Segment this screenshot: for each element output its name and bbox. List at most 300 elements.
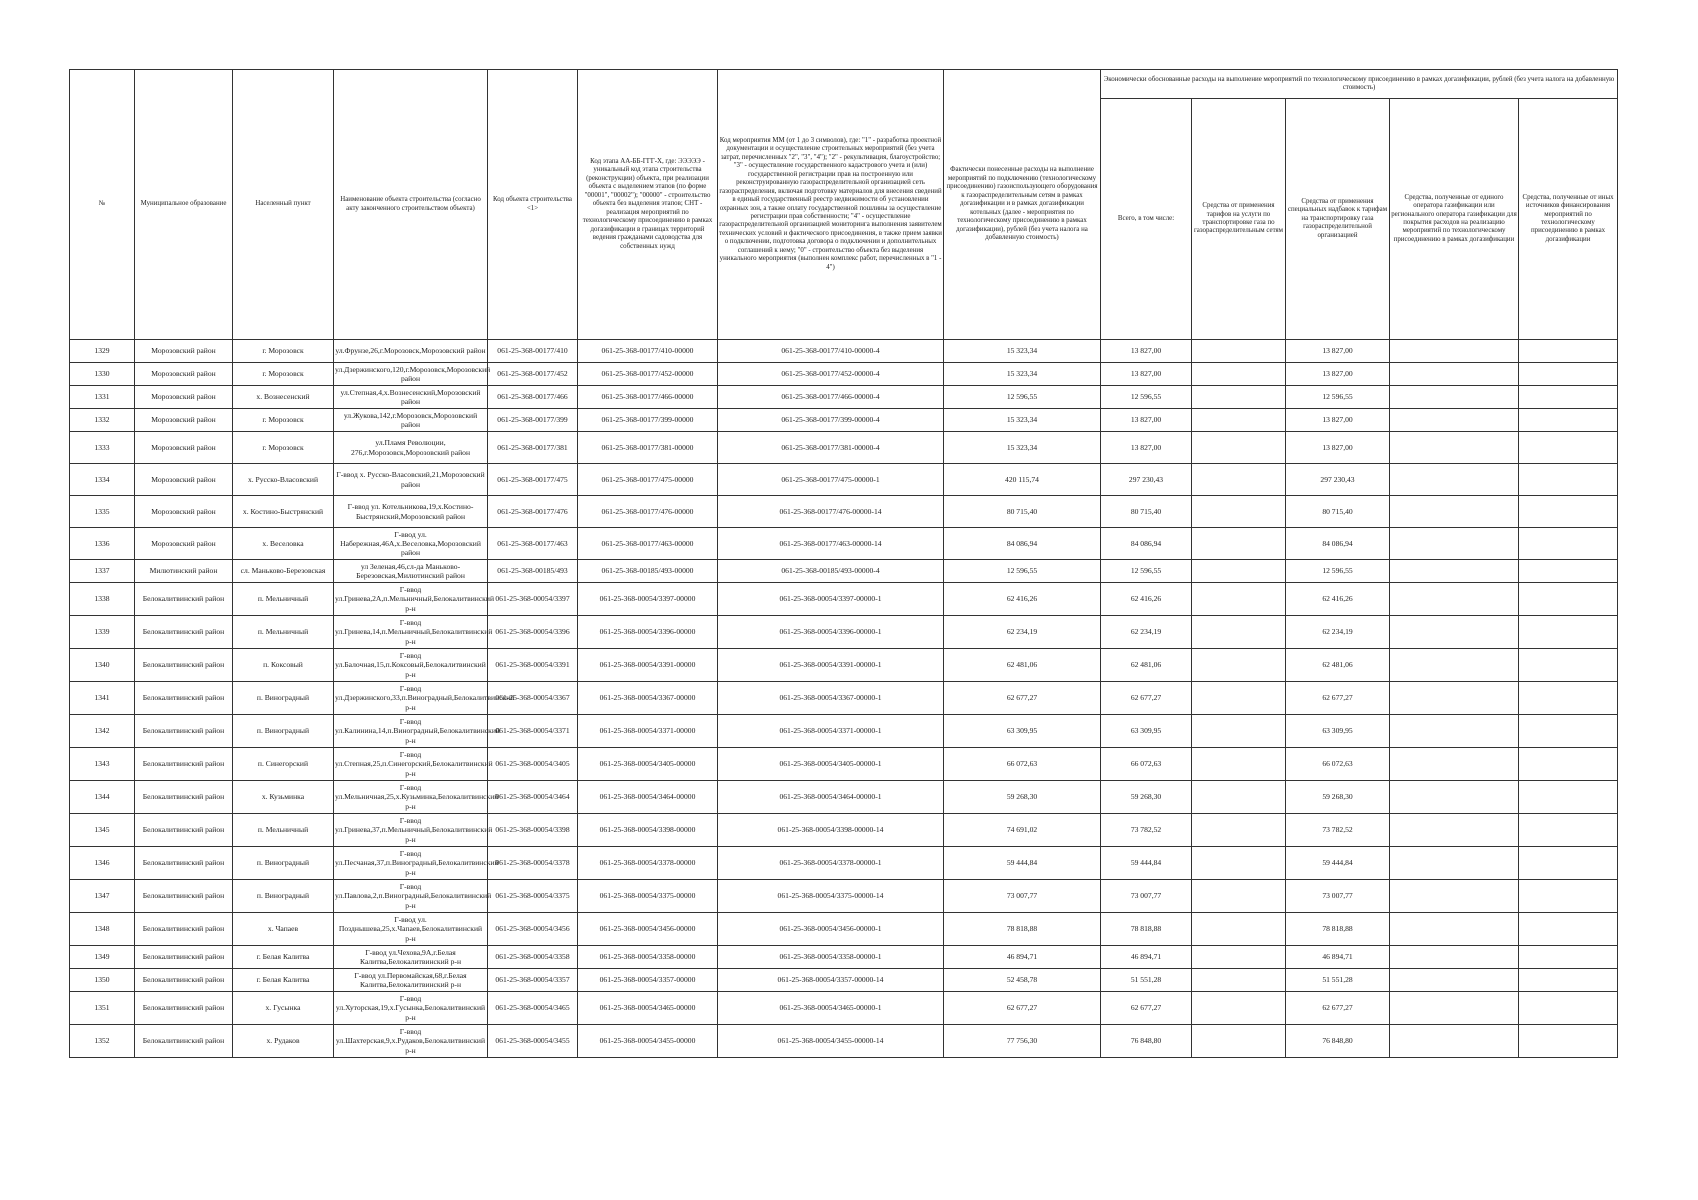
cell-stage-code: 061-25-368-00054/3391-00000 [578,649,718,682]
cell-locality: п. Виноградный [233,847,334,880]
cell-single-operator [1390,847,1519,880]
cell-num: 1332 [70,409,135,432]
cell-num: 1348 [70,913,135,946]
table-row [70,464,1618,496]
cell-special-markup: 62 677,27 [1286,682,1390,715]
cell-num: 1340 [70,649,135,682]
cell-num: 1346 [70,847,135,880]
table-row [70,969,1618,992]
cell-other-sources [1519,946,1618,969]
cell-event-code: 061-25-368-00177/399-00000-4 [718,409,944,432]
cell-actual-costs: 62 234,19 [944,616,1101,649]
cell-num: 1349 [70,946,135,969]
cell-num: 1347 [70,880,135,913]
cell-total: 51 551,28 [1101,969,1192,992]
cell-single-operator [1390,616,1519,649]
cell-event-code: 061-25-368-00177/476-00000-14 [718,496,944,528]
cell-single-operator [1390,1025,1519,1058]
cell-object-code: 061-25-368-00054/3367 [488,682,578,715]
cell-num: 1341 [70,682,135,715]
cell-single-operator [1390,583,1519,616]
table-row [70,583,1618,616]
cell-other-sources [1519,528,1618,560]
cell-stage-code: 061-25-368-00054/3367-00000 [578,682,718,715]
cell-object-code: 061-25-368-00054/3465 [488,992,578,1025]
cell-object-code: 061-25-368-00054/3371 [488,715,578,748]
cell-actual-costs: 84 086,94 [944,528,1101,560]
cell-total: 13 827,00 [1101,409,1192,432]
table-row [70,946,1618,969]
cell-object-name: ул Зеленая,46,сл-да Маньково-Березовская,Милютинский район [334,560,488,583]
cell-single-operator [1390,496,1519,528]
cell-total: 73 782,52 [1101,814,1192,847]
cell-special-markup: 12 596,55 [1286,386,1390,409]
cell-object-code: 061-25-368-00177/381 [488,432,578,464]
cell-locality: п. Мельничный [233,814,334,847]
document-sheet [69,69,1617,1058]
header-municipality: Муниципальное образование [135,70,233,340]
cell-actual-costs: 62 677,27 [944,682,1101,715]
cell-special-markup: 297 230,43 [1286,464,1390,496]
cell-other-sources [1519,340,1618,363]
cell-tariff-transport [1192,649,1286,682]
cell-stage-code: 061-25-368-00177/410-00000 [578,340,718,363]
table-row [70,616,1618,649]
cell-event-code: 061-25-368-00054/3456-00000-1 [718,913,944,946]
cell-other-sources [1519,682,1618,715]
cell-object-name: Г-ввод ул.Гринева,14,п.Мельничный,Белокалитвинский р-н [334,616,488,649]
cell-event-code: 061-25-368-00177/410-00000-4 [718,340,944,363]
cell-municipality: Белокалитвинский район [135,616,233,649]
cell-tariff-transport [1192,814,1286,847]
table-row [70,386,1618,409]
cell-total: 84 086,94 [1101,528,1192,560]
cell-special-markup: 62 481,06 [1286,649,1390,682]
table-row [70,496,1618,528]
cell-event-code: 061-25-368-00054/3375-00000-14 [718,880,944,913]
cell-total: 78 818,88 [1101,913,1192,946]
cell-total: 13 827,00 [1101,432,1192,464]
cell-stage-code: 061-25-368-00054/3396-00000 [578,616,718,649]
cell-actual-costs: 420 115,74 [944,464,1101,496]
cell-object-name: ул.Степная,4,х.Вознесенский,Морозовский район [334,386,488,409]
cell-object-name: Г-ввод ул.Калинина,14,п.Виноградный,Белокалитвинский р-н [334,715,488,748]
cell-object-name: Г-ввод ул. Котельникова,19,х.Костино-Быстрянский,Морозовский район [334,496,488,528]
cell-object-name: Г-ввод ул.Хуторская,19,х.Гусынка,Белокалитвинский р-н [334,992,488,1025]
cell-object-name: Г-ввод ул.Шахтерская,9,х.Рудаков,Белокалитвинский р-н [334,1025,488,1058]
cell-municipality: Морозовский район [135,409,233,432]
cell-special-markup: 12 596,55 [1286,560,1390,583]
cell-tariff-transport [1192,748,1286,781]
table-body [70,340,1618,1058]
cell-locality: п. Виноградный [233,715,334,748]
cell-object-code: 061-25-368-00054/3398 [488,814,578,847]
cell-tariff-transport [1192,781,1286,814]
header-actual-costs: Фактически понесенные расходы на выполнение мероприятий по подключению (технологическому присоединению) газоиспользующего оборудования к газораспределительным сетям в рамках догазификации и в рамках догазификации котельных (далее - мероприятия по технологическому присоединению в рамках догазификации), рублей (без учета налога на добавленную стоимость) [944,70,1101,340]
cell-tariff-transport [1192,386,1286,409]
cell-stage-code: 061-25-368-00177/381-00000 [578,432,718,464]
cell-special-markup: 13 827,00 [1286,432,1390,464]
cell-total: 13 827,00 [1101,363,1192,386]
cell-special-markup: 62 234,19 [1286,616,1390,649]
cell-stage-code: 061-25-368-00177/466-00000 [578,386,718,409]
cell-special-markup: 59 268,30 [1286,781,1390,814]
cell-total: 76 848,80 [1101,1025,1192,1058]
cell-municipality: Белокалитвинский район [135,781,233,814]
cell-stage-code: 061-25-368-00177/452-00000 [578,363,718,386]
table-row [70,814,1618,847]
cell-tariff-transport [1192,969,1286,992]
cell-stage-code: 061-25-368-00054/3455-00000 [578,1025,718,1058]
cell-municipality: Белокалитвинский район [135,913,233,946]
cell-object-code: 061-25-368-00054/3405 [488,748,578,781]
cell-locality: х. Русско-Власовский [233,464,334,496]
cell-object-code: 061-25-368-00054/3397 [488,583,578,616]
cell-object-name: Г-ввод ул.Песчаная,37,п.Виноградный,Белокалитвинский р-н [334,847,488,880]
cell-total: 297 230,43 [1101,464,1192,496]
cell-other-sources [1519,969,1618,992]
cell-num: 1334 [70,464,135,496]
cell-single-operator [1390,649,1519,682]
cell-stage-code: 061-25-368-00054/3358-00000 [578,946,718,969]
cell-tariff-transport [1192,583,1286,616]
cell-other-sources [1519,913,1618,946]
cell-stage-code: 061-25-368-00054/3375-00000 [578,880,718,913]
header-total: Всего, в том числе: [1101,99,1192,340]
cell-other-sources [1519,409,1618,432]
cell-object-code: 061-25-368-00054/3456 [488,913,578,946]
cell-single-operator [1390,432,1519,464]
cell-special-markup: 13 827,00 [1286,363,1390,386]
cell-single-operator [1390,682,1519,715]
cell-special-markup: 62 416,26 [1286,583,1390,616]
cell-municipality: Морозовский район [135,528,233,560]
table-row [70,992,1618,1025]
cell-num: 1350 [70,969,135,992]
cell-num: 1337 [70,560,135,583]
cell-stage-code: 061-25-368-00054/3397-00000 [578,583,718,616]
cell-actual-costs: 12 596,55 [944,560,1101,583]
cell-other-sources [1519,363,1618,386]
cell-object-name: Г-ввод ул.Мельничная,25,х.Кузьминка,Белокалитвинский р-н [334,781,488,814]
cell-locality: п. Синегорский [233,748,334,781]
cell-single-operator [1390,748,1519,781]
cell-event-code: 061-25-368-00054/3358-00000-1 [718,946,944,969]
cell-stage-code: 061-25-368-00054/3405-00000 [578,748,718,781]
cell-object-name: Г-ввод х. Русско-Власовский,21,Морозовский район [334,464,488,496]
cell-tariff-transport [1192,946,1286,969]
cell-special-markup: 63 309,95 [1286,715,1390,748]
header-event-code: Код мероприятия ММ (от 1 до 3 символов), где: "1" - разработка проектной документации и осуществление строительных мероприятий (без учета затрат, перечисленных "2", "3", "4"); "2" - рекультивация, благоустройство; "3" - осуществление государственного кадастрового учета и (или) государственной регистрации прав на построенную или реконструированную газораспределительной организацией сеть газораспределения, включая подготовку материалов для внесения сведений в единый государственный реестр недвижимости об установлении охранных зон, а также оплату государственной пошлины за осуществление регистрации прав собственности; "4" - осуществление газораспределительной организацией мониторинга выполнения заявителем технических условий и фактического присоединения, в также прием заявки о подключении, подготовка договора о подключении и дополнительных соглашений к нему; "0" - строительство объекта без выделения уникального мероприятия (выполнен комплекс работ, перечисленных в "1 - 4") [718,70,944,340]
cell-special-markup: 46 894,71 [1286,946,1390,969]
cell-num: 1336 [70,528,135,560]
cell-single-operator [1390,715,1519,748]
cell-actual-costs: 12 596,55 [944,386,1101,409]
cell-locality: г. Морозовск [233,340,334,363]
cell-actual-costs: 62 481,06 [944,649,1101,682]
cell-municipality: Белокалитвинский район [135,715,233,748]
cell-event-code: 061-25-368-00177/381-00000-4 [718,432,944,464]
cell-object-name: Г-ввод ул.Балочная,15,п.Коксовый,Белокалитвинский р-н [334,649,488,682]
cell-stage-code: 061-25-368-00054/3357-00000 [578,969,718,992]
cell-single-operator [1390,528,1519,560]
cell-event-code: 061-25-368-00177/463-00000-14 [718,528,944,560]
cell-tariff-transport [1192,715,1286,748]
cell-special-markup: 13 827,00 [1286,409,1390,432]
cell-municipality: Морозовский район [135,432,233,464]
header-single-operator: Средства, полученные от единого оператора газификации или регионального оператора газификации для покрытия расходов на реализацию мероприятий по технологическому присоединению в рамках догазификации [1390,99,1519,340]
cell-total: 62 481,06 [1101,649,1192,682]
table-row [70,847,1618,880]
cell-event-code: 061-25-368-00054/3465-00000-1 [718,992,944,1025]
table-header [70,70,1618,340]
cell-tariff-transport [1192,616,1286,649]
cell-event-code: 061-25-368-00054/3371-00000-1 [718,715,944,748]
table-row [70,682,1618,715]
cell-actual-costs: 59 444,84 [944,847,1101,880]
header-tariff-transport: Средства от применения тарифов на услуги по транспортировке газа по газораспределительным сетям [1192,99,1286,340]
cell-special-markup: 13 827,00 [1286,340,1390,363]
cell-stage-code: 061-25-368-00054/3371-00000 [578,715,718,748]
cell-other-sources [1519,464,1618,496]
cell-object-code: 061-25-368-00177/466 [488,386,578,409]
cell-total: 12 596,55 [1101,386,1192,409]
cell-object-code: 061-25-368-00054/3375 [488,880,578,913]
cell-stage-code: 061-25-368-00054/3378-00000 [578,847,718,880]
cell-object-code: 061-25-368-00177/452 [488,363,578,386]
cell-single-operator [1390,781,1519,814]
cell-special-markup: 73 782,52 [1286,814,1390,847]
cell-special-markup: 62 677,27 [1286,992,1390,1025]
cell-locality: г. Морозовск [233,432,334,464]
cell-special-markup: 76 848,80 [1286,1025,1390,1058]
cell-stage-code: 061-25-368-00054/3398-00000 [578,814,718,847]
cell-num: 1345 [70,814,135,847]
table-row [70,913,1618,946]
cell-tariff-transport [1192,409,1286,432]
cell-num: 1338 [70,583,135,616]
cell-locality: х. Рудаков [233,1025,334,1058]
cell-actual-costs: 15 323,34 [944,409,1101,432]
cell-event-code: 061-25-368-00054/3397-00000-1 [718,583,944,616]
cell-locality: х. Гусынка [233,992,334,1025]
cell-event-code: 061-25-368-00054/3378-00000-1 [718,847,944,880]
cell-other-sources [1519,386,1618,409]
cell-special-markup: 73 007,77 [1286,880,1390,913]
cell-object-name: Г-ввод ул. Позднышева,25,х.Чапаев,Белокалитвинский р-н [334,913,488,946]
table-row [70,363,1618,386]
cell-actual-costs: 46 894,71 [944,946,1101,969]
cell-locality: х. Костино-Быстрянский [233,496,334,528]
cell-stage-code: 061-25-368-00054/3456-00000 [578,913,718,946]
cell-actual-costs: 80 715,40 [944,496,1101,528]
cell-locality: х. Чапаев [233,913,334,946]
cell-municipality: Милютинский район [135,560,233,583]
cell-tariff-transport [1192,682,1286,715]
cell-actual-costs: 52 458,78 [944,969,1101,992]
cell-total: 62 234,19 [1101,616,1192,649]
data-table [69,69,1618,1058]
cell-special-markup: 84 086,94 [1286,528,1390,560]
cell-municipality: Морозовский район [135,496,233,528]
cell-event-code: 061-25-368-00177/466-00000-4 [718,386,944,409]
cell-stage-code: 061-25-368-00177/399-00000 [578,409,718,432]
cell-other-sources [1519,715,1618,748]
cell-object-name: Г-ввод ул.Гринева,2А,п.Мельничный,Белокалитвинский р-н [334,583,488,616]
cell-municipality: Белокалитвинский район [135,969,233,992]
cell-actual-costs: 59 268,30 [944,781,1101,814]
cell-num: 1344 [70,781,135,814]
cell-locality: г. Белая Калитва [233,969,334,992]
cell-single-operator [1390,913,1519,946]
cell-object-code: 061-25-368-00177/463 [488,528,578,560]
cell-num: 1342 [70,715,135,748]
header-num: № [70,70,135,340]
cell-single-operator [1390,363,1519,386]
cell-object-code: 061-25-368-00054/3391 [488,649,578,682]
cell-total: 63 309,95 [1101,715,1192,748]
cell-locality: х. Веселовка [233,528,334,560]
cell-total: 62 677,27 [1101,682,1192,715]
header-special-markup: Средства от применения специальных надбавок к тарифам на транспортировку газа газораспределительной организацией [1286,99,1390,340]
cell-actual-costs: 63 309,95 [944,715,1101,748]
cell-event-code: 061-25-368-00177/452-00000-4 [718,363,944,386]
cell-other-sources [1519,432,1618,464]
cell-single-operator [1390,340,1519,363]
cell-stage-code: 061-25-368-00177/476-00000 [578,496,718,528]
cell-object-code: 061-25-368-00177/475 [488,464,578,496]
cell-locality: г. Морозовск [233,363,334,386]
cell-total: 62 416,26 [1101,583,1192,616]
cell-stage-code: 061-25-368-00054/3464-00000 [578,781,718,814]
cell-total: 59 444,84 [1101,847,1192,880]
cell-tariff-transport [1192,560,1286,583]
header-other-sources: Средства, полученные от иных источников финансирования мероприятий по технологическому присоединению в рамках догазификации [1519,99,1618,340]
cell-object-code: 061-25-368-00054/3464 [488,781,578,814]
cell-event-code: 061-25-368-00054/3455-00000-14 [718,1025,944,1058]
cell-locality: п. Мельничный [233,616,334,649]
cell-other-sources [1519,847,1618,880]
cell-object-code: 061-25-368-00185/493 [488,560,578,583]
cell-tariff-transport [1192,432,1286,464]
cell-single-operator [1390,386,1519,409]
cell-locality: х. Вознесенский [233,386,334,409]
cell-locality: п. Коксовый [233,649,334,682]
cell-other-sources [1519,1025,1618,1058]
cell-single-operator [1390,880,1519,913]
cell-total: 59 268,30 [1101,781,1192,814]
cell-object-name: ул.Жукова,142,г.Морозовск,Морозовский район [334,409,488,432]
cell-municipality: Белокалитвинский район [135,748,233,781]
cell-event-code: 061-25-368-00054/3391-00000-1 [718,649,944,682]
cell-tariff-transport [1192,1025,1286,1058]
cell-actual-costs: 15 323,34 [944,432,1101,464]
cell-other-sources [1519,496,1618,528]
table-row [70,748,1618,781]
cell-event-code: 061-25-368-00177/475-00000-1 [718,464,944,496]
cell-num: 1330 [70,363,135,386]
cell-object-code: 061-25-368-00054/3357 [488,969,578,992]
header-economic-group: Экономически обоснованные расходы на выполнение мероприятий по технологическому присоединению в рамках догазификации, рублей (без учета налога на добавленную стоимость) [1101,70,1618,99]
cell-actual-costs: 62 677,27 [944,992,1101,1025]
cell-total: 66 072,63 [1101,748,1192,781]
cell-other-sources [1519,649,1618,682]
cell-actual-costs: 73 007,77 [944,880,1101,913]
cell-object-name: ул.Пламя Революции, 276,г.Морозовск,Морозовский район [334,432,488,464]
cell-stage-code: 061-25-368-00054/3465-00000 [578,992,718,1025]
cell-special-markup: 59 444,84 [1286,847,1390,880]
cell-tariff-transport [1192,913,1286,946]
table-row [70,409,1618,432]
cell-event-code: 061-25-368-00054/3405-00000-1 [718,748,944,781]
cell-object-name: Г-ввод ул.Степная,25,п.Синегорский,Белокалитвинский р-н [334,748,488,781]
table-row [70,340,1618,363]
cell-event-code: 061-25-368-00185/493-00000-4 [718,560,944,583]
cell-actual-costs: 77 756,30 [944,1025,1101,1058]
header-object-name: Наименование объекта строительства (согласно акту законченного строительством объекта) [334,70,488,340]
cell-event-code: 061-25-368-00054/3357-00000-14 [718,969,944,992]
cell-municipality: Белокалитвинский район [135,583,233,616]
cell-other-sources [1519,814,1618,847]
cell-other-sources [1519,880,1618,913]
cell-stage-code: 061-25-368-00177/475-00000 [578,464,718,496]
cell-actual-costs: 15 323,34 [944,340,1101,363]
cell-actual-costs: 15 323,34 [944,363,1101,386]
cell-locality: п. Мельничный [233,583,334,616]
cell-object-name: ул.Фрунзе,26,г.Морозовск,Морозовский район [334,340,488,363]
cell-municipality: Морозовский район [135,386,233,409]
cell-object-code: 061-25-368-00054/3358 [488,946,578,969]
cell-other-sources [1519,781,1618,814]
header-object-code: Код объекта строительства <1> [488,70,578,340]
cell-object-code: 061-25-368-00054/3378 [488,847,578,880]
cell-object-name: Г-ввод ул.Дзержинского,33,п.Виноградный,Белокалитвинский р-н [334,682,488,715]
cell-tariff-transport [1192,363,1286,386]
table-row [70,781,1618,814]
cell-event-code: 061-25-368-00054/3367-00000-1 [718,682,944,715]
cell-object-name: Г-ввод ул.Павлова,2,п.Виноградный,Белокалитвинский р-н [334,880,488,913]
cell-locality: г. Морозовск [233,409,334,432]
cell-event-code: 061-25-368-00054/3398-00000-14 [718,814,944,847]
cell-num: 1331 [70,386,135,409]
cell-tariff-transport [1192,340,1286,363]
cell-municipality: Белокалитвинский район [135,814,233,847]
cell-single-operator [1390,464,1519,496]
table-row [70,649,1618,682]
table-row [70,560,1618,583]
cell-object-code: 061-25-368-00177/399 [488,409,578,432]
cell-actual-costs: 78 818,88 [944,913,1101,946]
table-row [70,715,1618,748]
cell-object-name: Г-ввод ул.Гринева,37,п.Мельничный,Белокалитвинский р-н [334,814,488,847]
cell-special-markup: 51 551,28 [1286,969,1390,992]
cell-locality: п. Виноградный [233,880,334,913]
cell-object-name: Г-ввод ул.Чехова,9А,г.Белая Калитва,Белокалитвинский р-н [334,946,488,969]
cell-stage-code: 061-25-368-00185/493-00000 [578,560,718,583]
cell-total: 62 677,27 [1101,992,1192,1025]
cell-actual-costs: 66 072,63 [944,748,1101,781]
cell-special-markup: 80 715,40 [1286,496,1390,528]
cell-other-sources [1519,992,1618,1025]
cell-single-operator [1390,969,1519,992]
cell-single-operator [1390,814,1519,847]
cell-special-markup: 78 818,88 [1286,913,1390,946]
cell-num: 1329 [70,340,135,363]
cell-tariff-transport [1192,528,1286,560]
cell-total: 12 596,55 [1101,560,1192,583]
cell-num: 1333 [70,432,135,464]
cell-total: 13 827,00 [1101,340,1192,363]
